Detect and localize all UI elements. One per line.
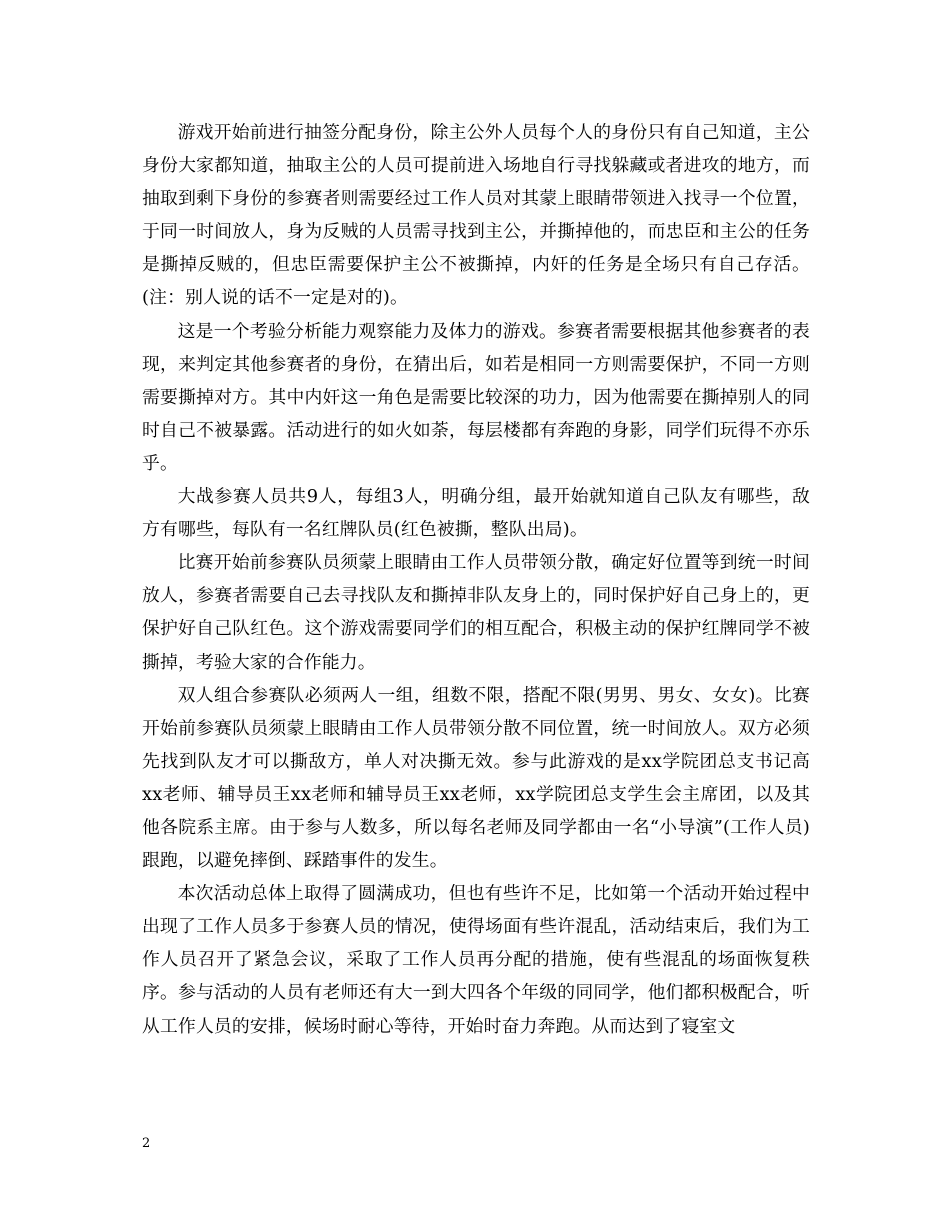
paragraph-3: 大战参赛人员共9人，每组3人，明确分组，最开始就知道自己队友有哪些，敌方有哪些，每队有一名红牌队员(红色被撕，整队出局)。 [142,486,810,541]
page-number: 2 [142,1136,151,1151]
paragraph-1: 游戏开始前进行抽签分配身份，除主公外人员每个人的身份只有自己知道，主公身份大家都知道，抽取主公的人员可提前进入场地自行寻找躲藏或者进攻的地方，而抽取到剩下身份的参赛者则需要经过工作人员对其蒙上眼睛带领进入找寻一个位置，于同一时间放人，身为反贼的人员需寻找到主公，并撕掉他的，而忠臣和主公的任务是撕掉反贼的，但忠臣需要保护主公不被撕掉，内奸的任务是全场只有自己存活。(注：别人说的话不一定是对的)。 [142,122,810,309]
paragraph-5: 双人组合参赛队必须两人一组，组数不限，搭配不限(男男、男女、女女)。比赛开始前参赛队员须蒙上眼睛由工作人员带领分散不同位置，统一时间放人。双方必须先找到队友才可以撕敌方，单人对决撕无效。参与此游戏的是xx学院团总支书记高xx老师、辅导员王xx老师和辅导员王xx老师，xx学院团总支学生会主席团，以及其他各院系主席。由于参与人数多，所以每名老师及同学都由一名“小导演”(工作人员)跟跑，以避免摔倒、踩踏事件的发生。 [142,684,810,872]
paragraph-4: 比赛开始前参赛队员须蒙上眼睛由工作人员带领分散，确定好位置等到统一时间放人，参赛者需要自己去寻找队友和撕掉非队友身上的，同时保护好自己身上的，更保护好自己队红色。这个游戏需要同学们的相互配合，积极主动的保护红牌同学不被撕掉，考验大家的合作能力。 [142,552,810,673]
body-text [142,116,810,1043]
paragraph-2: 这是一个考验分析能力观察能力及体力的游戏。参赛者需要根据其他参赛者的表现，来判定其他参赛者的身份，在猜出后，如若是相同一方则需要保护，不同一方则需要撕掉对方。其中内奸这一角色是需要比较深的功力，因为他需要在撕掉别人的同时自己不被暴露。活动进行的如火如荼，每层楼都有奔跑的身影，同学们玩得不亦乐乎。 [142,320,810,474]
paragraph-6: 本次活动总体上取得了圆满成功，但也有些许不足，比如第一个活动开始过程中出现了工作人员多于参赛人员的情况，使得场面有些许混乱，活动结束后，我们为工作人员召开了紧急会议，采取了工作人员再分配的措施，使有些混乱的场面恢复秩序。参与活动的人员有老师还有大一到大四各个年级的同同学，他们都积极配合，听从工作人员的安排，候场时耐心等待，开始时奋力奔跑。从而达到了寝室文 [142,883,810,1037]
